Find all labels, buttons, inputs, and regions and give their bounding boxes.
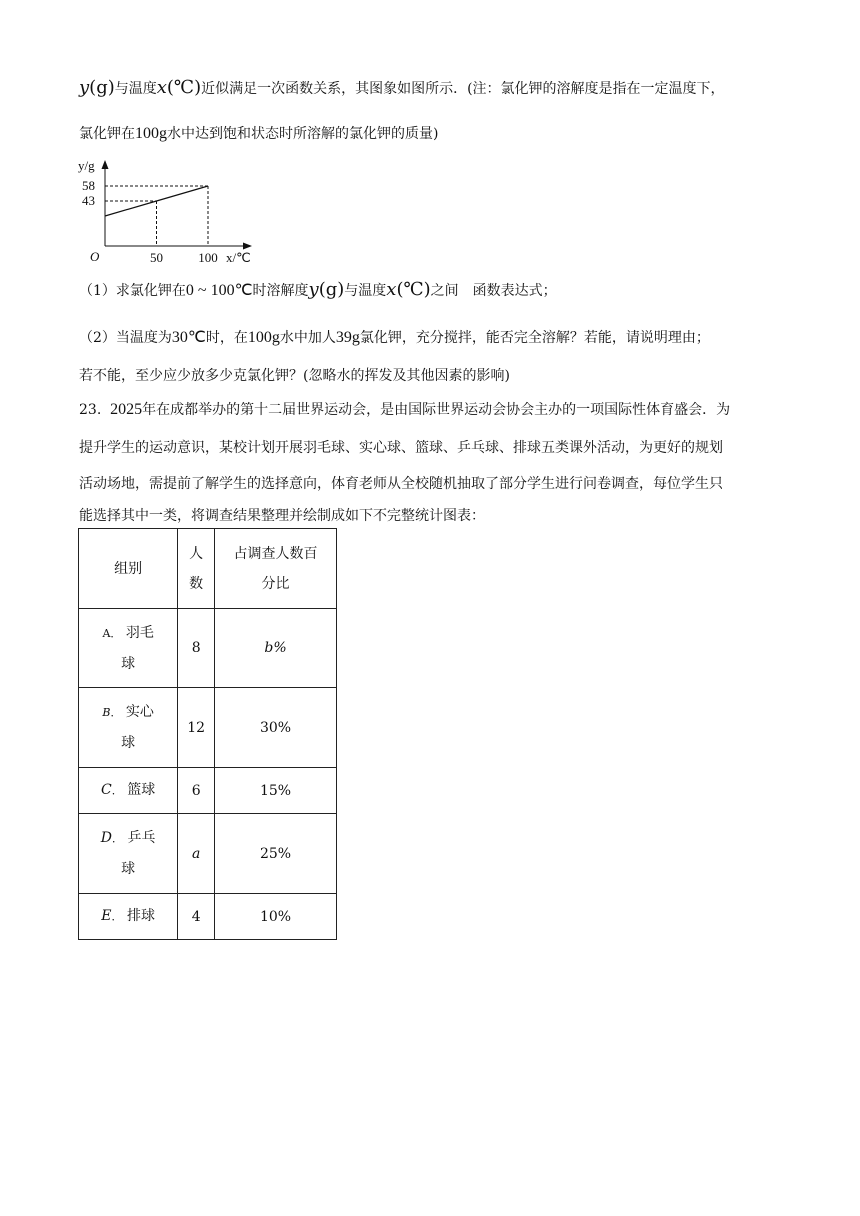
var-y: y	[308, 279, 319, 300]
group-cell	[79, 609, 178, 688]
unit-celsius: (℃)	[396, 279, 431, 300]
survey-table	[78, 528, 337, 940]
group-cell	[79, 768, 178, 814]
table-row	[79, 814, 337, 894]
header-percent	[215, 529, 337, 609]
header-count-2: 数	[189, 575, 204, 592]
q23-line-4: 能选择其中一类，将调查结果整理并绘制成如下不完整统计图表：	[79, 508, 485, 524]
var-x: x	[386, 279, 397, 300]
count-cell: 8	[178, 609, 215, 688]
x-axis-label: x/℃	[226, 250, 251, 265]
table-row	[79, 688, 337, 768]
count-cell: a	[178, 814, 215, 894]
q22-part-2	[79, 328, 710, 348]
unit-g: (g)	[89, 77, 115, 98]
text-segment: 近似满足一次函数关系，其图象如图所示．(注：氯化钾的溶解度是指在一定温度下，	[201, 81, 725, 97]
text-segment: 氯化钾在	[79, 126, 135, 142]
table-row	[79, 768, 337, 814]
year-value: 2025	[110, 401, 143, 418]
group-name: 篮球	[127, 782, 156, 798]
water-mass: 100g	[247, 329, 280, 346]
group-name: 实心	[125, 704, 154, 720]
q23-line-1	[79, 400, 730, 420]
percent-cell: b%	[215, 609, 337, 688]
group-dot: ．	[110, 626, 122, 640]
q22-line-1	[79, 78, 725, 99]
group-dot: ．	[110, 706, 122, 719]
group-dot: ．	[111, 784, 123, 797]
table-row	[79, 894, 337, 940]
var-y: y	[79, 77, 90, 98]
q22-part-1	[79, 280, 557, 301]
group-dot: ．	[112, 832, 124, 845]
q23-line-2: 提升学生的运动意识，某校计划开展羽毛球、实心球、篮球、乒乓球、排球五类课外活动，为更好的规划	[79, 440, 723, 456]
header-count-1: 人	[189, 545, 204, 562]
text-segment: 水中达到饱和状态时所溶解的氯化钾的质量)	[167, 126, 439, 142]
group-name: 羽毛	[125, 624, 154, 641]
text-segment: 时溶解度	[252, 283, 309, 299]
header-pct-1: 占调查人数百	[233, 545, 318, 562]
y-axis-arrow	[102, 160, 109, 169]
text-segment: 水中加人	[279, 330, 336, 346]
group-name-cont: 球	[121, 655, 136, 672]
group-cell	[79, 814, 178, 894]
group-letter: C	[101, 782, 112, 798]
group-cell	[79, 688, 178, 768]
unit-g: (g)	[318, 279, 345, 300]
origin-label: O	[90, 249, 100, 264]
group-letter: B	[102, 706, 111, 719]
q23-line-3: 活动场地，需提前了解学生的选择意向，体育老师从全校随机抽取了部分学生进行问卷调查，每位学生只	[79, 476, 723, 492]
percent-cell: 30%	[215, 688, 337, 768]
text-segment: （2）当温度为	[79, 330, 172, 346]
percent-cell: 25%	[215, 814, 337, 894]
group-cell	[79, 894, 178, 940]
percent-cell: 10%	[215, 894, 337, 940]
text-segment: （1）求氯化钾在	[79, 283, 186, 299]
group-name-cont: 球	[121, 735, 136, 751]
x-tick-label: 100	[198, 250, 218, 265]
temperature-range: 0 ~ 100℃	[185, 282, 253, 299]
question-number: 23.	[79, 402, 102, 418]
solubility-chart	[78, 158, 268, 270]
table-row	[79, 609, 337, 688]
text-segment: 与温度	[114, 81, 157, 97]
group-letter: D	[100, 830, 113, 846]
text-segment: 年在成都举办的第十二届世界运动会，是由国际世界运动会协会主办的一项国际性体育盛会．为	[142, 402, 731, 418]
kcl-mass: 39g	[335, 329, 360, 346]
text-segment: 与温度	[344, 283, 387, 299]
x-axis-arrow	[243, 243, 252, 250]
y-tick-label: 43	[82, 193, 95, 208]
group-dot: ．	[111, 910, 123, 923]
percent-cell: 15%	[215, 768, 337, 814]
header-count	[178, 529, 215, 609]
group-name: 乒乓	[127, 830, 156, 846]
unit-celsius: (℃)	[166, 77, 202, 98]
var-x: x	[156, 77, 167, 98]
count-cell: 6	[178, 768, 215, 814]
text-segment: 时，在	[205, 330, 248, 346]
y-tick-label: 58	[82, 178, 95, 193]
count-cell: 12	[178, 688, 215, 768]
text-segment: 之间 函数表达式；	[430, 283, 557, 299]
group-letter: A	[102, 626, 111, 640]
header-pct-2: 分比	[261, 575, 290, 592]
group-name-cont: 球	[121, 861, 136, 877]
y-axis-label: y/g	[78, 158, 95, 173]
text-segment: 氯化钾，充分搅拌，能否完全溶解？若能，请说明理由；	[359, 330, 710, 346]
header-group: 组别	[79, 529, 178, 609]
q22-part-2b: 若不能，至少应少放多少克氯化钾？(忽略水的挥发及其他因素的影响)	[79, 368, 510, 384]
group-letter: E	[101, 908, 112, 924]
q22-line-2	[79, 124, 438, 144]
table-header-row	[79, 529, 337, 609]
count-cell: 4	[178, 894, 215, 940]
temperature-value: 30℃	[171, 329, 206, 346]
mass-value: 100g	[135, 125, 167, 142]
x-tick-label: 50	[150, 250, 163, 265]
group-name: 排球	[126, 908, 155, 924]
